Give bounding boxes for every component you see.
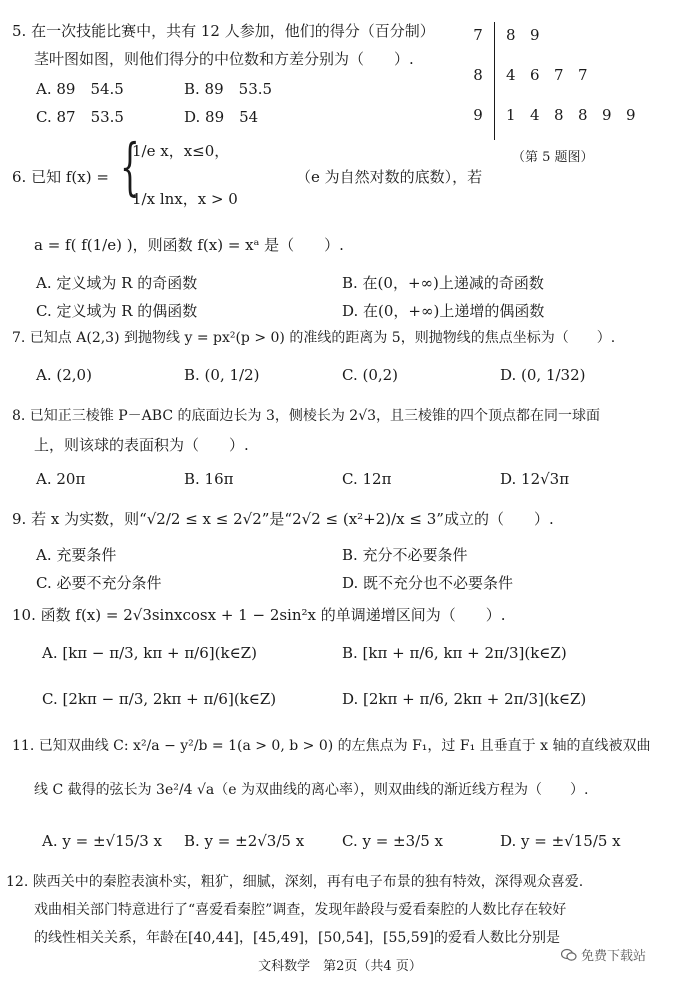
q6-condition: a = f( f(1/e) )，则函数 f(x) = xᵃ 是（ ）.	[34, 236, 344, 254]
leaf: 1	[506, 106, 516, 124]
q11-option-b: B. y = ±2√3/5 x	[184, 832, 305, 850]
leaf: 6	[530, 66, 540, 84]
stem-value: 8	[473, 66, 483, 84]
leaf: 4	[506, 66, 516, 84]
q5-line2: 茎叶图如图，则他们得分的中位数和方差分别为（ ）.	[34, 50, 414, 68]
q11-option-a: A. y = ±√15/3 x	[42, 832, 162, 850]
q5-option-c: C. 87 53.5	[36, 108, 124, 126]
watermark	[561, 945, 646, 966]
stem-leaf-divider	[494, 22, 495, 140]
q7-option-b: B. (0, 1/2)	[184, 366, 260, 384]
q10-option-c: C. [2kπ − π/3, 2kπ + π/6](k∈Z)	[42, 690, 277, 708]
leaf: 9	[530, 26, 540, 44]
stem-row-8	[468, 66, 588, 84]
q8-option-b: B. 16π	[184, 470, 234, 488]
q6-option-d: D. 在(0，+∞)上递增的偶函数	[342, 302, 545, 320]
q10-option-b: B. [kπ + π/6, kπ + 2π/3](k∈Z)	[342, 644, 567, 662]
q6-option-c: C. 定义域为 R 的偶函数	[36, 302, 198, 320]
watermark-text: 免费下载站	[580, 949, 646, 964]
q8-option-c: C. 12π	[342, 470, 392, 488]
leaf: 9	[602, 106, 612, 124]
q6-option-b: B. 在(0，+∞)上递减的奇函数	[342, 274, 544, 292]
q8-line2: 上，则该球的表面积为（ ）.	[34, 436, 249, 454]
stem-value: 7	[473, 26, 483, 44]
page-footer: 文科数学 第2页（共4 页）	[258, 959, 422, 974]
leaf: 9	[626, 106, 636, 124]
q9-option-a: A. 充要条件	[36, 546, 117, 564]
wechat-icon	[561, 948, 577, 966]
q11-line1: 11. 已知双曲线 C: x²/a − y²/b = 1(a > 0, b > 0) 的左焦点为 F₁，过 F₁ 且垂直于 x 轴的直线被双曲	[12, 738, 651, 754]
q6-case-2: 1/x lnx，x > 0	[132, 190, 238, 208]
q8-option-d: D. 12√3π	[500, 470, 570, 488]
q9-option-c: C. 必要不充分条件	[36, 574, 162, 592]
q6-note: （e 为自然对数的底数），若	[296, 168, 483, 186]
q12-line1: 12. 陕西关中的秦腔表演朴实，粗犷，细腻，深刻，再有电子布景的独有特效，深得观众喜爱.	[6, 874, 584, 890]
stem-row-9	[468, 106, 636, 124]
q6-option-a: A. 定义域为 R 的奇函数	[36, 274, 198, 292]
q7-option-a: A. (2,0)	[36, 366, 92, 384]
q5-option-a: A. 89 54.5	[36, 80, 124, 98]
q12-line3: 的线性相关关系，年龄在[40,44]，[45,49]，[50,54]，[55,59]的爱看人数比分别是	[34, 930, 561, 946]
q5-option-b: B. 89 53.5	[184, 80, 273, 98]
q5-figure-caption: （第 5 题图）	[512, 150, 594, 165]
q5-option-d: D. 89 54	[184, 108, 259, 126]
leaf: 7	[554, 66, 564, 84]
q7-option-c: C. (0,2)	[342, 366, 399, 384]
q7-line1: 7. 已知点 A(2,3) 到抛物线 y = px²(p > 0) 的准线的距离为 5，则抛物线的焦点坐标为（ ）.	[12, 330, 616, 346]
q6-lead: 6. 已知 f(x) =	[12, 168, 109, 186]
leaf: 8	[578, 106, 588, 124]
q9-option-b: B. 充分不必要条件	[342, 546, 468, 564]
leaf: 7	[578, 66, 588, 84]
leaf: 8	[554, 106, 564, 124]
q6-case-1: 1/e x，x≤0，	[132, 142, 230, 160]
q12-line2: 戏曲相关部门特意进行了“喜爱看秦腔”调查，发现年龄段与爱看秦腔的人数比存在较好	[34, 902, 567, 918]
q8-option-a: A. 20π	[36, 470, 86, 488]
stem-row-7	[468, 26, 540, 44]
q10-option-a: A. [kπ − π/3, kπ + π/6](k∈Z)	[42, 644, 257, 662]
q5-line1: 5. 在一次技能比赛中，共有 12 人参加，他们的得分（百分制）	[12, 22, 435, 40]
q7-option-d: D. (0, 1/32)	[500, 366, 586, 384]
q8-line1: 8. 已知正三棱锥 P－ABC 的底面边长为 3，侧棱长为 2√3，且三棱锥的四个顶点都在同一球面	[12, 408, 601, 424]
leaf: 4	[530, 106, 540, 124]
q10-line1: 10. 函数 f(x) = 2√3sinxcosx + 1 − 2sin²x 的单调递增区间为（ ）.	[12, 606, 506, 624]
stem-value: 9	[473, 106, 483, 124]
leaf: 8	[506, 26, 516, 44]
piecewise-brace: {	[120, 130, 140, 203]
q10-option-d: D. [2kπ + π/6, 2kπ + 2π/3](k∈Z)	[342, 690, 587, 708]
stem-leaf-plot	[468, 18, 668, 144]
q11-option-d: D. y = ±√15/5 x	[500, 832, 621, 850]
q11-line2: 线 C 截得的弦长为 3e²/4 √a（e 为双曲线的离心率），则双曲线的渐近线方程为（ ）.	[34, 782, 589, 798]
q11-option-c: C. y = ±3/5 x	[342, 832, 443, 850]
q9-line1: 9. 若 x 为实数，则“√2/2 ≤ x ≤ 2√2”是“2√2 ≤ (x²+2)/x ≤ 3”成立的（ ）.	[12, 510, 554, 528]
q9-option-d: D. 既不充分也不必要条件	[342, 574, 514, 592]
